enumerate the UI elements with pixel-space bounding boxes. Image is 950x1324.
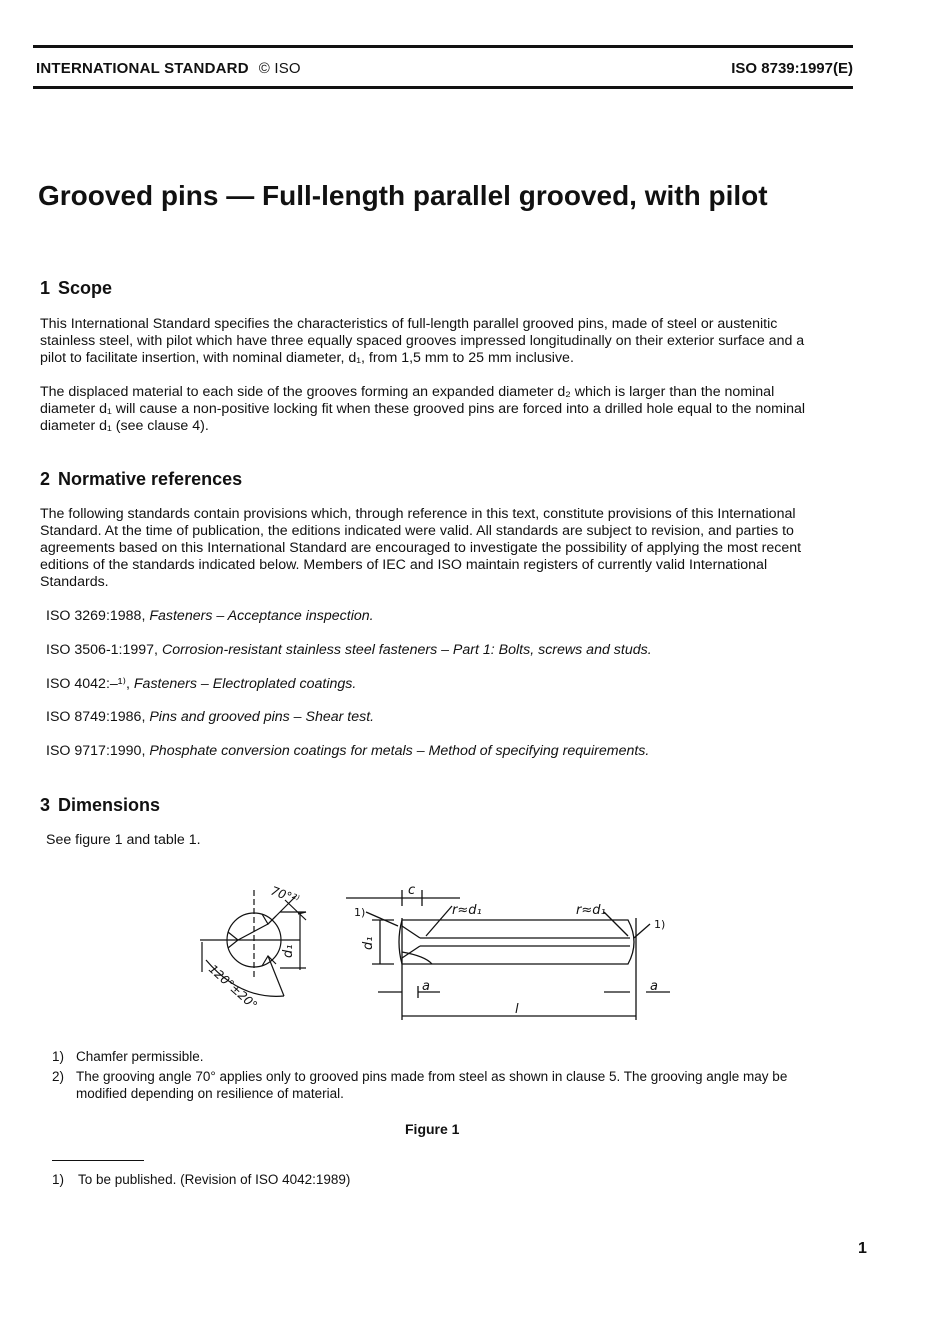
reference-item bbox=[46, 709, 374, 725]
figure-1-drawing bbox=[0, 860, 950, 1040]
header-top-rule bbox=[33, 45, 853, 48]
reference-title: Fasteners – Electroplated coatings. bbox=[133, 676, 357, 692]
scope-paragraph-1: This International Standard specifies the characteristics of full-length parallel grooved pins, made of steel or austenitic stainless steel, with pilot which have three equally spaced grooves impressed longitudinally on their exterior surface and a pilot to facilitate insertion, with nominal diameter, d₁, from 1,5 mm to 25 mm inclusive. bbox=[40, 316, 805, 366]
dimension-c-label: c bbox=[408, 883, 416, 898]
section-title: Scope bbox=[58, 278, 113, 298]
reference-code: ISO 4042:–¹⁾, bbox=[46, 676, 130, 692]
d1-label-section: d₁ bbox=[281, 944, 296, 958]
reference-title: Pins and grooved pins – Shear test. bbox=[149, 709, 375, 725]
groove-spacing-angle-label: 120°±20° bbox=[205, 961, 261, 1013]
section-title: Dimensions bbox=[58, 795, 161, 815]
grooving-angle-label: 70°²⁾ bbox=[268, 883, 302, 907]
reference-title: Corrosion-resistant stainless steel fasteners – Part 1: Bolts, screws and studs. bbox=[161, 642, 652, 658]
standard-label: INTERNATIONAL STANDARD bbox=[36, 60, 249, 77]
reference-code: ISO 3506-1:1997, bbox=[46, 642, 159, 658]
pin-side-view bbox=[346, 890, 670, 1020]
reference-item bbox=[46, 608, 374, 624]
footnote-number: 1) bbox=[52, 1172, 65, 1187]
note-text: The grooving angle 70° applies only to grooved pins made from steel as shown in clause 5. The grooving angle may be modified depending on resilience of material. bbox=[76, 1069, 788, 1101]
header-label bbox=[36, 60, 301, 77]
reference-item bbox=[46, 743, 649, 759]
section-number: 2 bbox=[40, 469, 51, 489]
d1-label-side: d₁ bbox=[361, 936, 376, 950]
figure-note bbox=[52, 1068, 788, 1101]
dimensions-paragraph: See figure 1 and table 1. bbox=[46, 832, 201, 848]
scope-paragraph-2: The displaced material to each side of the grooves forming an expanded diameter d₂ which is larger than the nominal diameter d₁ will cause a non-positive locking fit when these grooved pins are forced into a drilled hole equal to the nominal diameter d₁ (see clause 4). bbox=[40, 384, 806, 434]
normative-paragraph: The following standards contain provisions which, through reference in this text, constitute provisions of this International Standard. At the time of publication, the editions indicated were valid. All standards are subject to revision, and parties to agreements based on this International Standard are encouraged to investigate the possibility of applying the most recent editions of the standards indicated below. Members of IEC and ISO maintain registers of currently valid International Standards. bbox=[40, 506, 802, 590]
reference-code: ISO 8749:1986, bbox=[46, 709, 146, 725]
figure-note bbox=[52, 1048, 204, 1065]
chamfer-left-note: 1) bbox=[354, 906, 366, 919]
note-number: 1) bbox=[52, 1049, 65, 1064]
footnote bbox=[52, 1172, 350, 1187]
note-text: Chamfer permissible. bbox=[76, 1049, 204, 1064]
header-bottom-rule bbox=[33, 86, 853, 89]
reference-code: ISO 3269:1988, bbox=[46, 608, 146, 624]
section-number: 3 bbox=[40, 795, 51, 815]
section-title: Normative references bbox=[58, 469, 243, 489]
document-id: ISO 8739:1997(E) bbox=[731, 60, 853, 77]
length-l-label: l bbox=[515, 1002, 519, 1017]
radius-left-label: r≈d₁ bbox=[452, 903, 482, 918]
page-title: Grooved pins — Full-length parallel grooved, with pilot bbox=[38, 180, 768, 211]
reference-code: ISO 9717:1990, bbox=[46, 743, 146, 759]
dimension-a-left-label: a bbox=[422, 979, 430, 994]
section-heading-scope bbox=[40, 278, 112, 299]
reference-title: Fasteners – Acceptance inspection. bbox=[149, 608, 374, 624]
reference-title: Phosphate conversion coatings for metals – Method of specifying requirements. bbox=[149, 743, 650, 759]
copyright-notice: © ISO bbox=[258, 60, 301, 77]
dimension-a-right-label: a bbox=[650, 979, 658, 994]
reference-item bbox=[46, 642, 652, 658]
radius-right-label: r≈d₁ bbox=[576, 903, 606, 918]
section-heading-normative bbox=[40, 469, 242, 490]
page-number: 1 bbox=[858, 1240, 867, 1257]
footnote-text: To be published. (Revision of ISO 4042:1989) bbox=[78, 1172, 351, 1187]
footnote-rule bbox=[52, 1160, 144, 1161]
section-number: 1 bbox=[40, 278, 51, 298]
figure-caption: Figure 1 bbox=[405, 1121, 460, 1137]
reference-item bbox=[46, 676, 356, 692]
section-heading-dimensions bbox=[40, 795, 160, 816]
chamfer-right-note: 1) bbox=[654, 918, 666, 931]
note-number: 2) bbox=[52, 1069, 65, 1084]
